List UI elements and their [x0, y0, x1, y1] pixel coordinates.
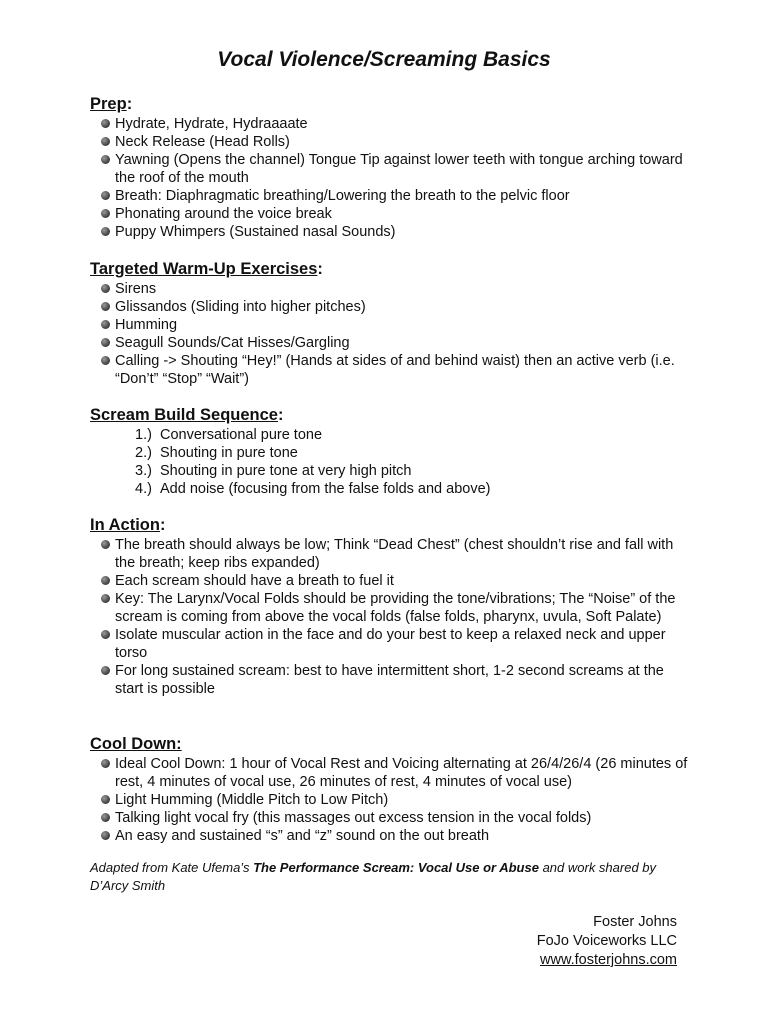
bullet-icon [101, 576, 110, 585]
section-heading [90, 93, 690, 115]
bullet-icon [101, 227, 110, 236]
bullet-icon [101, 795, 110, 804]
list-item: Key: The Larynx/Vocal Folds should be providing the tone/vibrations; The “Noise” of the scream is coming from above the vocal folds (false folds, pharynx, uvula, Soft Palate) [89, 590, 690, 626]
section-heading [90, 258, 690, 280]
list-item: Light Humming (Middle Pitch to Low Pitch) [89, 791, 690, 809]
bullet-icon [101, 338, 110, 347]
list-item: 1.) Conversational pure tone [135, 427, 323, 443]
section-heading-text: Prep [90, 95, 127, 113]
list-item: Breath: Diaphragmatic breathing/Lowering the breath to the pelvic floor [89, 187, 690, 205]
bullet-list [90, 280, 690, 388]
bullet-icon [101, 630, 110, 639]
author-name: Foster Johns [593, 914, 677, 930]
section-heading-text: Scream Build Sequence [90, 406, 278, 424]
section-heading [90, 733, 690, 755]
section-heading-text: In Action [90, 516, 160, 534]
book-title: The Performance Scream: Vocal Use or Abuse [253, 860, 539, 875]
section-cool-down [90, 733, 690, 845]
document-title: Vocal Violence/Screaming Basics [217, 48, 551, 71]
section-heading-text: Targeted Warm-Up Exercises [90, 260, 318, 278]
bullet-icon [101, 813, 110, 822]
bullet-icon [101, 155, 110, 164]
bullet-list [90, 115, 690, 241]
bullet-icon [101, 759, 110, 768]
heading-colon: : [278, 406, 284, 424]
list-item: Isolate muscular action in the face and do your best to keep a relaxed neck and upper torso [89, 626, 690, 662]
website-link[interactable]: www.fosterjohns.com [540, 952, 677, 968]
bullet-icon [101, 119, 110, 128]
heading-colon: : [159, 516, 166, 534]
list-item: Ideal Cool Down: 1 hour of Vocal Rest and Voicing alternating at 26/4/26/4 (26 minutes of rest, 4 minutes of vocal use, 26 minutes of rest, 4 minutes of vocal use) [89, 755, 690, 791]
section-heading-text: Cool Down: [90, 735, 182, 753]
list-item: Glissandos (Sliding into higher pitches) [89, 298, 690, 316]
heading-colon: : [317, 260, 323, 278]
list-item: Talking light vocal fry (this massages out excess tension in the vocal folds) [89, 809, 690, 827]
bullet-icon [101, 302, 110, 311]
bullet-list [90, 755, 690, 845]
list-item: For long sustained scream: best to have intermittent short, 1-2 second screams at the start is possible [89, 662, 690, 698]
list-item: 3.) Shouting in pure tone at very high pitch [135, 463, 412, 479]
list-item: Puppy Whimpers (Sustained nasal Sounds) [89, 223, 690, 241]
section-heading [90, 514, 690, 536]
attribution-text: Adapted from Kate Ufema’s The Performance Scream: Vocal Use or Abuse and work shared by D’Arcy Smith [90, 860, 657, 893]
list-item: The breath should always be low; Think “Dead Chest” (chest shouldn’t rise and fall with the breath; keep ribs expanded) [89, 536, 690, 572]
section-in-action [90, 514, 690, 698]
list-item: An easy and sustained “s” and “z” sound on the out breath [89, 827, 690, 845]
list-item: Each scream should have a breath to fuel it [89, 572, 690, 590]
section-prep [90, 93, 690, 241]
bullet-icon [101, 540, 110, 549]
company-name: FoJo Voiceworks LLC [536, 933, 677, 949]
bullet-icon [101, 209, 110, 218]
numbered-list [90, 426, 690, 498]
list-item: Yawning (Opens the channel) Tongue Tip against lower teeth with tongue arching toward the roof of the mouth [89, 151, 690, 187]
list-item: 2.) Shouting in pure tone [135, 445, 298, 461]
bullet-icon [101, 137, 110, 146]
bullet-icon [101, 191, 110, 200]
bullet-icon [101, 831, 110, 840]
list-item: Hydrate, Hydrate, Hydraaaate [89, 115, 690, 133]
heading-colon: : [126, 95, 133, 113]
section-scream-build [90, 404, 690, 498]
bullet-icon [101, 356, 110, 365]
bullet-icon [101, 320, 110, 329]
bullet-icon [101, 666, 110, 675]
signature-block [537, 913, 677, 970]
list-item: Seagull Sounds/Cat Hisses/Gargling [89, 334, 690, 352]
bullet-icon [101, 594, 110, 603]
section-heading [90, 404, 690, 426]
list-item: Sirens [89, 280, 690, 298]
list-item: Calling -> Shouting “Hey!” (Hands at sides of and behind waist) then an active verb (i.e. “Don’t” “Stop” “Wait”) [89, 352, 690, 388]
bullet-list [90, 536, 690, 698]
bullet-icon [101, 284, 110, 293]
list-item: 4.) Add noise (focusing from the false folds and above) [135, 481, 491, 497]
section-warmup [90, 258, 690, 388]
list-item: Phonating around the voice break [89, 205, 690, 223]
list-item: Humming [89, 316, 690, 334]
list-item: Neck Release (Head Rolls) [89, 133, 690, 151]
